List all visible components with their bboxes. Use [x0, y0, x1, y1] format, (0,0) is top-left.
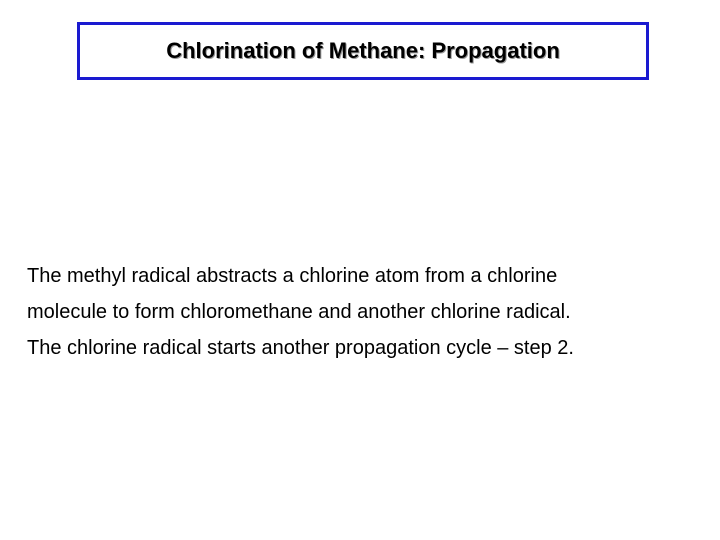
body-line-1: The methyl radical abstracts a chlorine atom from a chlorine — [27, 265, 558, 287]
slide-body — [27, 258, 707, 366]
body-line-3: The chlorine radical starts another propagation cycle – step 2. — [27, 337, 574, 359]
slide-title-box — [77, 22, 649, 80]
slide-title: Chlorination of Methane: Propagation — [166, 38, 560, 63]
body-line-2: molecule to form chloromethane and another chlorine radical. — [27, 301, 571, 323]
